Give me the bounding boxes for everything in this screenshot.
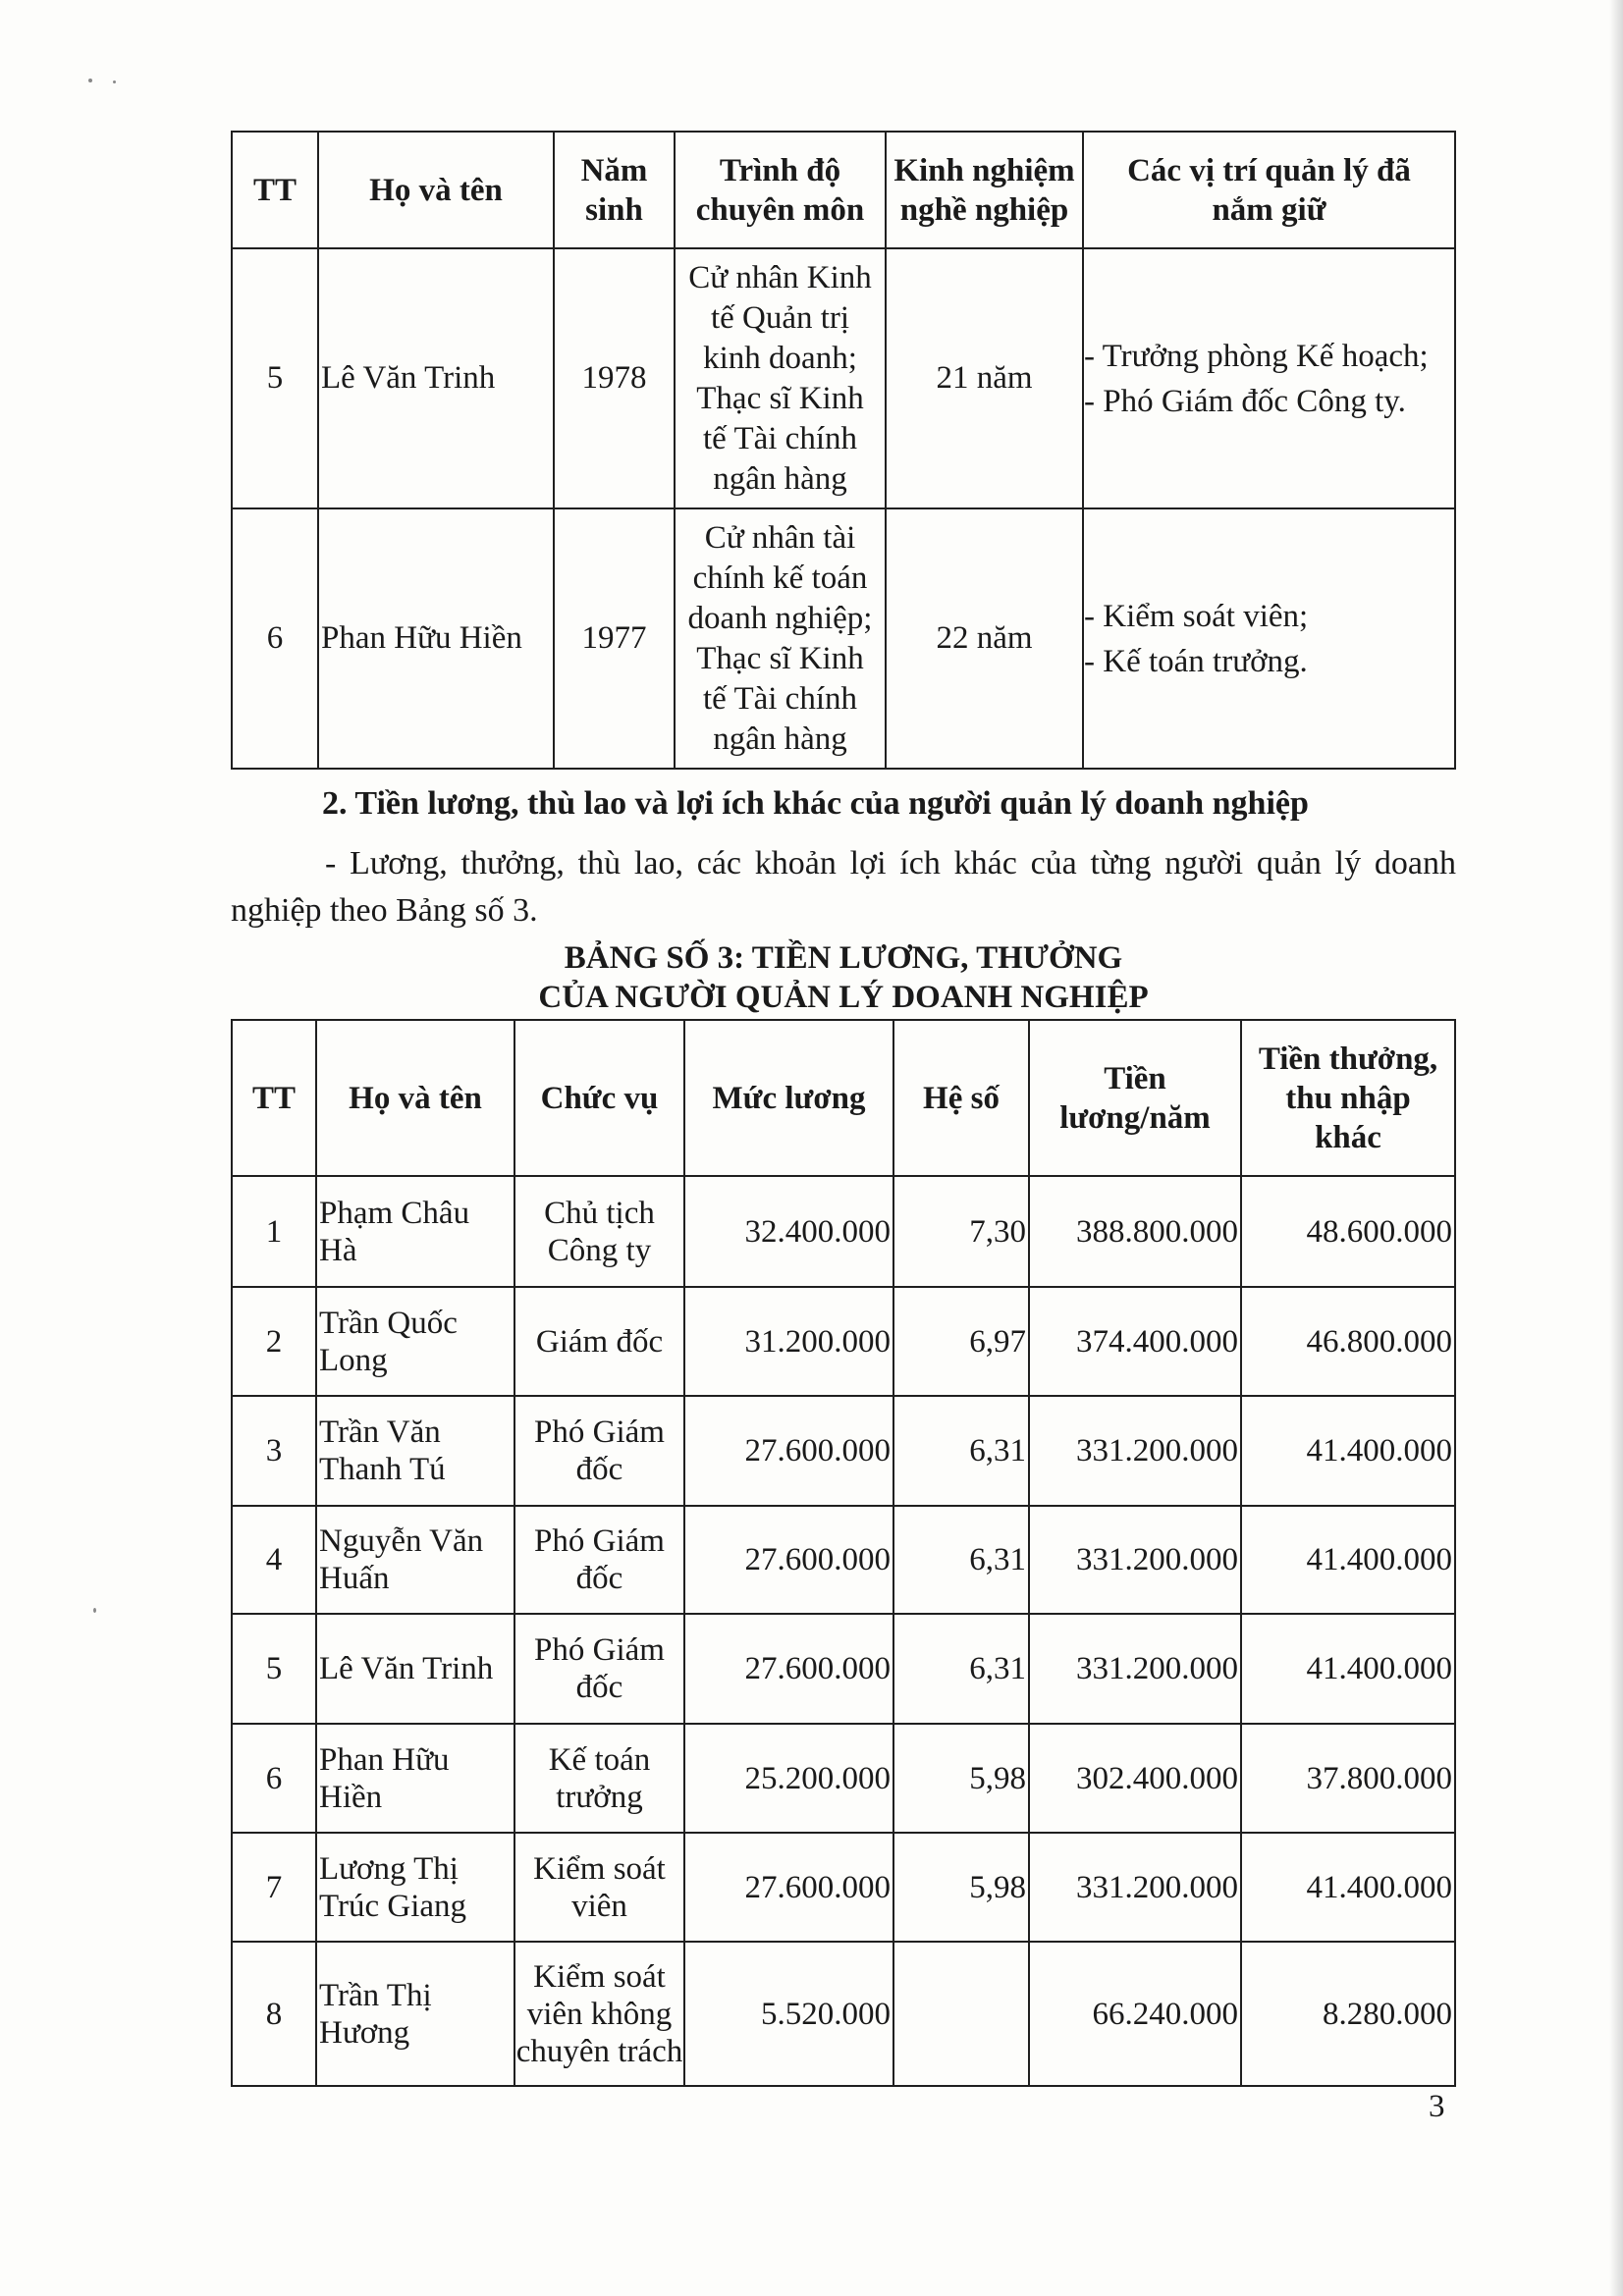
page-number: 3 [1429,2089,1445,2124]
cell-positions [1083,508,1455,769]
table-header-row [232,1020,1455,1176]
cell-bonus: 8.280.000 [1241,1942,1455,2086]
scan-speck [93,1608,96,1613]
position-line: - Trưởng phòng Kế hoạch; [1084,338,1429,374]
cell-salary: 27.600.000 [684,1833,893,1942]
cell-tt: 5 [232,1614,316,1724]
header-tt: TT [232,1020,316,1176]
cell-role: Giám đốc [514,1287,684,1396]
header-bonus: Tiền thưởng, thu nhập khác [1241,1020,1455,1176]
cell-tt: 1 [232,1176,316,1287]
cell-bonus: 46.800.000 [1241,1287,1455,1396]
salary-table [231,1019,1456,2087]
header-name: Họ và tên [316,1020,514,1176]
header-salary: Mức lương [684,1020,893,1176]
cell-coefficient: 6,31 [893,1506,1029,1614]
cell-name: Nguyễn Văn Huấn [316,1506,514,1614]
cell-name: Lê Văn Trinh [316,1614,514,1724]
cell-name: Lê Văn Trinh [318,248,554,508]
table-row [232,1614,1455,1724]
cell-tt: 7 [232,1833,316,1942]
cell-name: Trần Văn Thanh Tú [316,1396,514,1506]
cell-coefficient: 6,97 [893,1287,1029,1396]
cell-bonus: 41.400.000 [1241,1614,1455,1724]
cell-tt: 4 [232,1506,316,1614]
cell-name: Trần Quốc Long [316,1287,514,1396]
cell-role: Chủ tịch Công ty [514,1176,684,1287]
cell-salary: 32.400.000 [684,1176,893,1287]
header-tt: TT [232,132,318,248]
header-annual-salary: Tiền lương/năm [1029,1020,1241,1176]
scan-speck [113,80,116,83]
cell-coefficient: 6,31 [893,1396,1029,1506]
cell-annual-salary: 66.240.000 [1029,1942,1241,2086]
cell-salary: 27.600.000 [684,1396,893,1506]
table-row [232,1176,1455,1287]
cell-tt: 2 [232,1287,316,1396]
cell-name: Trần Thị Hương [316,1942,514,2086]
managers-profile-table [231,131,1456,770]
cell-education: Cử nhân tài chính kế toán doanh nghiệp; Thạc sĩ Kinh tế Tài chính ngân hàng [675,508,886,769]
page-edge-shadow [1609,0,1623,2296]
cell-tt: 6 [232,1724,316,1833]
section-paragraph: - Lương, thưởng, thù lao, các khoản lợi ích khác của từng người quản lý doanh nghiệp theo Bảng số 3. [231,845,1456,929]
table-title-line-2: CỦA NGƯỜI QUẢN LÝ DOANH NGHIỆP [538,980,1149,1015]
cell-name: Phan Hữu Hiền [316,1724,514,1833]
cell-tt: 8 [232,1942,316,2086]
table-header-row [232,132,1455,248]
cell-bonus: 41.400.000 [1241,1396,1455,1506]
header-role: Chức vụ [514,1020,684,1176]
cell-bonus: 37.800.000 [1241,1724,1455,1833]
cell-name: Phạm Châu Hà [316,1176,514,1287]
cell-birth-year: 1978 [554,248,675,508]
header-positions: Các vị trí quản lý đã nắm giữ [1083,132,1455,248]
cell-salary: 27.600.000 [684,1506,893,1614]
header-birth-year: Năm sinh [554,132,675,248]
table-row [232,1942,1455,2086]
table-row [232,1724,1455,1833]
cell-annual-salary: 374.400.000 [1029,1287,1241,1396]
cell-tt: 6 [232,508,318,769]
header-education: Trình độ chuyên môn [675,132,886,248]
table-row [232,508,1455,769]
cell-bonus: 41.400.000 [1241,1506,1455,1614]
cell-annual-salary: 331.200.000 [1029,1614,1241,1724]
table-row [232,1506,1455,1614]
scan-speck [88,79,92,82]
header-name: Họ và tên [318,132,554,248]
cell-name: Lương Thị Trúc Giang [316,1833,514,1942]
cell-salary: 31.200.000 [684,1287,893,1396]
position-line: - Kế toán trưởng. [1084,643,1308,679]
cell-annual-salary: 331.200.000 [1029,1396,1241,1506]
cell-role: Phó Giám đốc [514,1614,684,1724]
cell-salary: 27.600.000 [684,1614,893,1724]
table-row [232,1833,1455,1942]
cell-role: Kế toán trưởng [514,1724,684,1833]
cell-experience: 22 năm [886,508,1083,769]
cell-experience: 21 năm [886,248,1083,508]
cell-tt: 3 [232,1396,316,1506]
cell-name: Phan Hữu Hiền [318,508,554,769]
cell-coefficient [893,1942,1029,2086]
cell-birth-year: 1977 [554,508,675,769]
position-line: - Kiểm soát viên; [1084,598,1309,634]
cell-coefficient: 5,98 [893,1833,1029,1942]
table-row [232,248,1455,508]
cell-annual-salary: 388.800.000 [1029,1176,1241,1287]
table-row [232,1287,1455,1396]
cell-salary: 5.520.000 [684,1942,893,2086]
cell-bonus: 48.600.000 [1241,1176,1455,1287]
header-coefficient: Hệ số [893,1020,1029,1176]
cell-annual-salary: 331.200.000 [1029,1833,1241,1942]
cell-coefficient: 7,30 [893,1176,1029,1287]
table-row [232,1396,1455,1506]
cell-bonus: 41.400.000 [1241,1833,1455,1942]
cell-role: Kiểm soát viên không chuyên trách [514,1942,684,2086]
cell-role: Kiểm soát viên [514,1833,684,1942]
cell-annual-salary: 331.200.000 [1029,1506,1241,1614]
cell-positions [1083,248,1455,508]
section-heading: 2. Tiền lương, thù lao và lợi ích khác của người quản lý doanh nghiệp [322,785,1309,822]
position-line: - Phó Giám đốc Công ty. [1084,383,1406,419]
cell-education: Cử nhân Kinh tế Quản trị kinh doanh; Thạc sĩ Kinh tế Tài chính ngân hàng [675,248,886,508]
cell-tt: 5 [232,248,318,508]
cell-coefficient: 5,98 [893,1724,1029,1833]
cell-annual-salary: 302.400.000 [1029,1724,1241,1833]
header-experience: Kinh nghiệm nghề nghiệp [886,132,1083,248]
cell-role: Phó Giám đốc [514,1396,684,1506]
cell-coefficient: 6,31 [893,1614,1029,1724]
cell-role: Phó Giám đốc [514,1506,684,1614]
cell-salary: 25.200.000 [684,1724,893,1833]
table-title-line-1: BẢNG SỐ 3: TIỀN LƯƠNG, THƯỞNG [564,940,1123,976]
